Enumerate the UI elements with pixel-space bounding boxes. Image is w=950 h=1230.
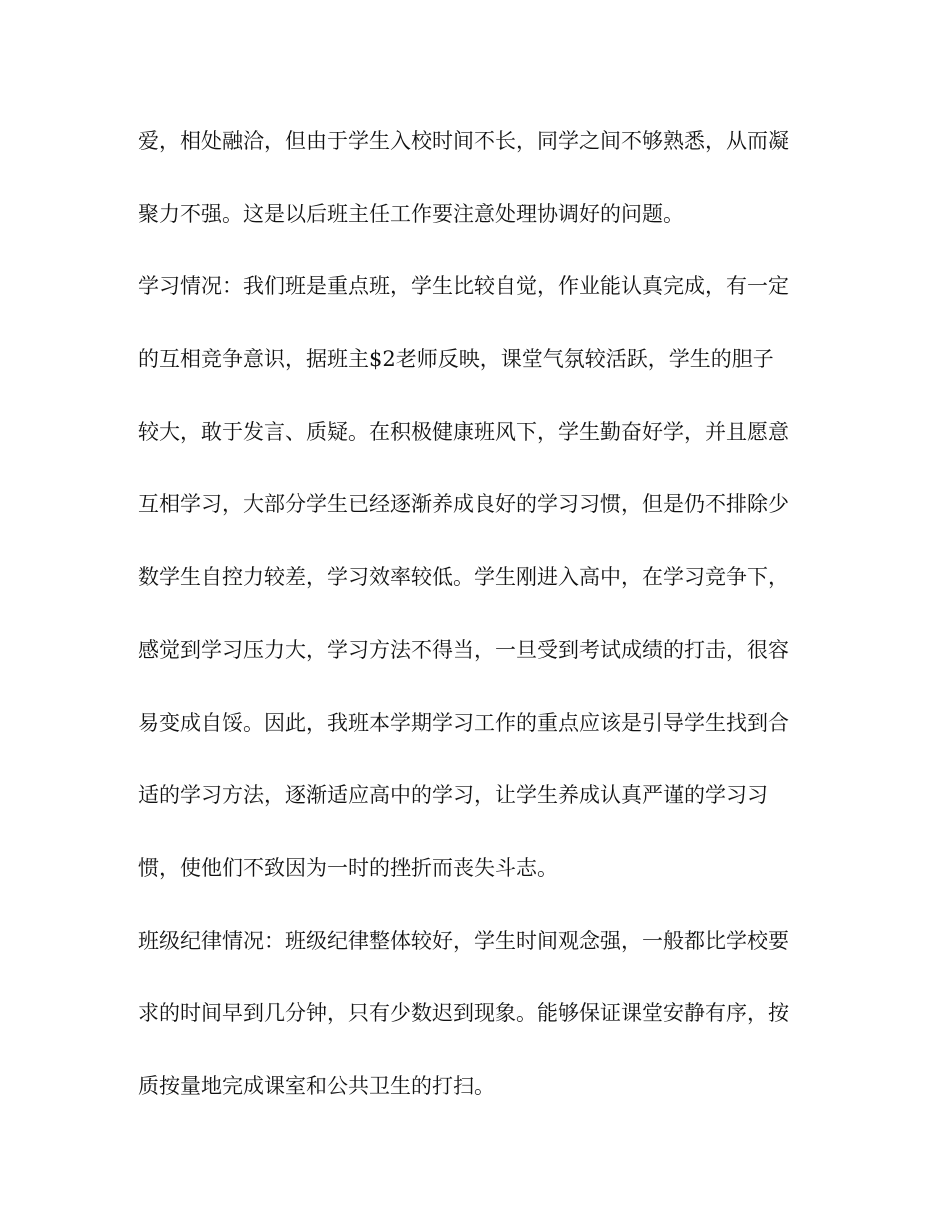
text-line: 班级纪律情况：班级纪律整体较好，学生时间观念强，一般都比学校要 bbox=[138, 928, 789, 953]
text-line: 数学生自控力较差，学习效率较低。学生刚进入高中，在学习竞争下， bbox=[138, 565, 789, 590]
text-line: 求的时间早到几分钟，只有少数迟到现象。能够保证课堂安静有序，按 bbox=[138, 1001, 789, 1026]
text-line: 较大，敢于发言、质疑。在积极健康班风下，学生勤奋好学，并且愿意 bbox=[138, 419, 789, 444]
text-line: 的互相竞争意识，据班主$2老师反映，课堂气氛较活跃，学生的胆子 bbox=[138, 347, 774, 372]
body-text bbox=[138, 120, 818, 1138]
text-line: 易变成自馁。因此，我班本学期学习工作的重点应该是引导学生找到合 bbox=[138, 710, 789, 735]
text-line: 聚力不强。这是以后班主任工作要注意处理协调好的问题。 bbox=[138, 201, 684, 226]
text-line: 惯，使他们不致因为一时的挫折而丧失斗志。 bbox=[138, 855, 558, 880]
text-line: 学习情况：我们班是重点班，学生比较自觉，作业能认真完成，有一定 bbox=[138, 274, 789, 299]
text-line: 质按量地完成课室和公共卫生的打扫。 bbox=[138, 1073, 495, 1098]
text-line: 适的学习方法，逐渐适应高中的学习，让学生养成认真严谨的学习习 bbox=[138, 783, 768, 808]
text-line: 互相学习，大部分学生已经逐渐养成良好的学习习惯，但是仍不排除少 bbox=[138, 492, 789, 517]
text-line: 感觉到学习压力大，学习方法不得当，一旦受到考试成绩的打击，很容 bbox=[138, 637, 789, 662]
text-line: 爱，相处融洽，但由于学生入校时间不长，同学之间不够熟悉，从而凝 bbox=[138, 129, 789, 153]
